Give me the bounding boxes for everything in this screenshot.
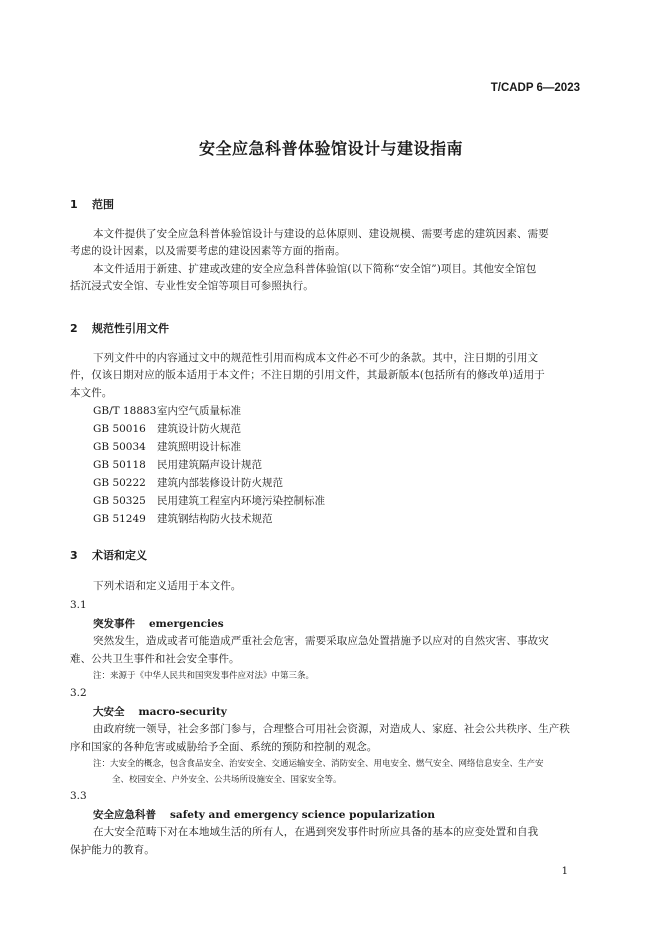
reference-code: GB/T 18883 xyxy=(93,405,157,417)
term-note: 注：来源于《中华人民共和国突发事件应对法》中第三条。 xyxy=(93,671,315,681)
reference-code: GB 50118 xyxy=(93,459,146,471)
term-heading xyxy=(93,704,227,719)
reference-code: GB 50222 xyxy=(93,477,146,489)
section-1-heading xyxy=(70,196,114,212)
term-number: 3.1 xyxy=(70,599,87,611)
reference-title: 民用建筑工程室内环境污染控制标准 xyxy=(157,495,325,507)
paragraph-line: 件，仅该日期对应的版本适用于本文件；不注日期的引用文件，其最新版本(包括所有的修改单)适用于 xyxy=(70,369,545,381)
section-title: 规范性引用文件 xyxy=(92,322,169,335)
section-title: 术语和定义 xyxy=(92,549,147,562)
definition-line: 在大安全范畴下对在本地域生活的所有人，在遇到突发事件时所应具备的基本的应变处置和自我 xyxy=(93,826,539,838)
term-note: 全、校园安全、户外安全、公共场所设施安全、国家安全等。 xyxy=(112,775,342,785)
section-number: 2 xyxy=(70,322,78,335)
term-heading xyxy=(93,807,435,822)
reference-item xyxy=(93,421,241,436)
definition-line: 突然发生，造成或者可能造成严重社会危害，需要采取应急处置措施予以应对的自然灾害、事故灾 xyxy=(93,635,549,647)
document-number: T/CADP 6—2023 xyxy=(490,82,580,94)
paragraph-line: 下列文件中的内容通过文中的规范性引用而构成本文件必不可少的条款。其中，注日期的引用文 xyxy=(93,352,539,364)
term-zh: 大安全 xyxy=(93,706,125,718)
paragraph-line: 本文件适用于新建、扩建或改建的安全应急科普体验馆(以下简称“安全馆”)项目。其他安全馆包 xyxy=(93,263,537,275)
definition-line: 由政府统一领导，社会多部门参与，合理整合可用社会资源，对造成人、家庭、社会公共秩序、生产秩 xyxy=(93,723,570,735)
term-en: safety and emergency science popularization xyxy=(170,809,435,821)
reference-code: GB 50325 xyxy=(93,495,146,507)
reference-item xyxy=(93,403,241,418)
reference-code: GB 50016 xyxy=(93,423,146,435)
reference-item xyxy=(93,511,273,526)
section-3-heading xyxy=(70,547,147,563)
paragraph-line: 本文件提供了安全应急科普体验馆设计与建设的总体原则、建设规模、需要考虑的建筑因素、需要 xyxy=(93,228,549,240)
reference-title: 建筑设计防火规范 xyxy=(157,423,241,435)
term-number: 3.3 xyxy=(70,790,87,802)
section-number: 3 xyxy=(70,549,78,562)
term-en: emergencies xyxy=(149,618,224,630)
definition-line: 序和国家的各种危害或威胁给予全面、系统的预防和控制的观念。 xyxy=(70,741,378,753)
reference-code: GB 50034 xyxy=(93,441,146,453)
section-2-heading xyxy=(70,320,169,336)
document-title: 安全应急科普体验馆设计与建设指南 xyxy=(198,139,463,158)
reference-title: 建筑钢结构防火技术规范 xyxy=(157,513,273,525)
reference-title: 建筑照明设计标准 xyxy=(157,441,241,453)
reference-item xyxy=(93,475,283,490)
reference-title: 室内空气质量标准 xyxy=(157,405,241,417)
term-zh: 安全应急科普 xyxy=(93,809,156,821)
paragraph-line: 本文件。 xyxy=(70,387,113,399)
section-number: 1 xyxy=(70,198,78,211)
paragraph-line: 考虑的设计因素，以及需要考虑的建设因素等方面的指南。 xyxy=(70,245,346,257)
reference-title: 建筑内部装修设计防火规范 xyxy=(157,477,283,489)
reference-item xyxy=(93,457,262,472)
page-number: 1 xyxy=(561,866,568,877)
paragraph-line: 下列术语和定义适用于本文件。 xyxy=(93,580,242,592)
definition-line: 保护能力的教育。 xyxy=(70,844,155,856)
reference-item xyxy=(93,439,241,454)
term-note: 注：大安全的概念，包含食品安全、治安安全、交通运输安全、消防安全、用电安全、燃气安全、网络信息安全、生产安 xyxy=(93,759,544,769)
reference-title: 民用建筑隔声设计规范 xyxy=(157,459,262,471)
term-heading xyxy=(93,616,224,631)
definition-line: 难、公共卫生事件和社会安全事件。 xyxy=(70,653,240,665)
paragraph-line: 括沉浸式安全馆、专业性安全馆等项目可参照执行。 xyxy=(70,280,314,292)
term-zh: 突发事件 xyxy=(93,618,135,630)
section-title: 范围 xyxy=(92,198,114,211)
term-number: 3.2 xyxy=(70,687,87,699)
term-en: macro-security xyxy=(138,706,227,718)
reference-item xyxy=(93,493,325,508)
reference-code: GB 51249 xyxy=(93,513,146,525)
